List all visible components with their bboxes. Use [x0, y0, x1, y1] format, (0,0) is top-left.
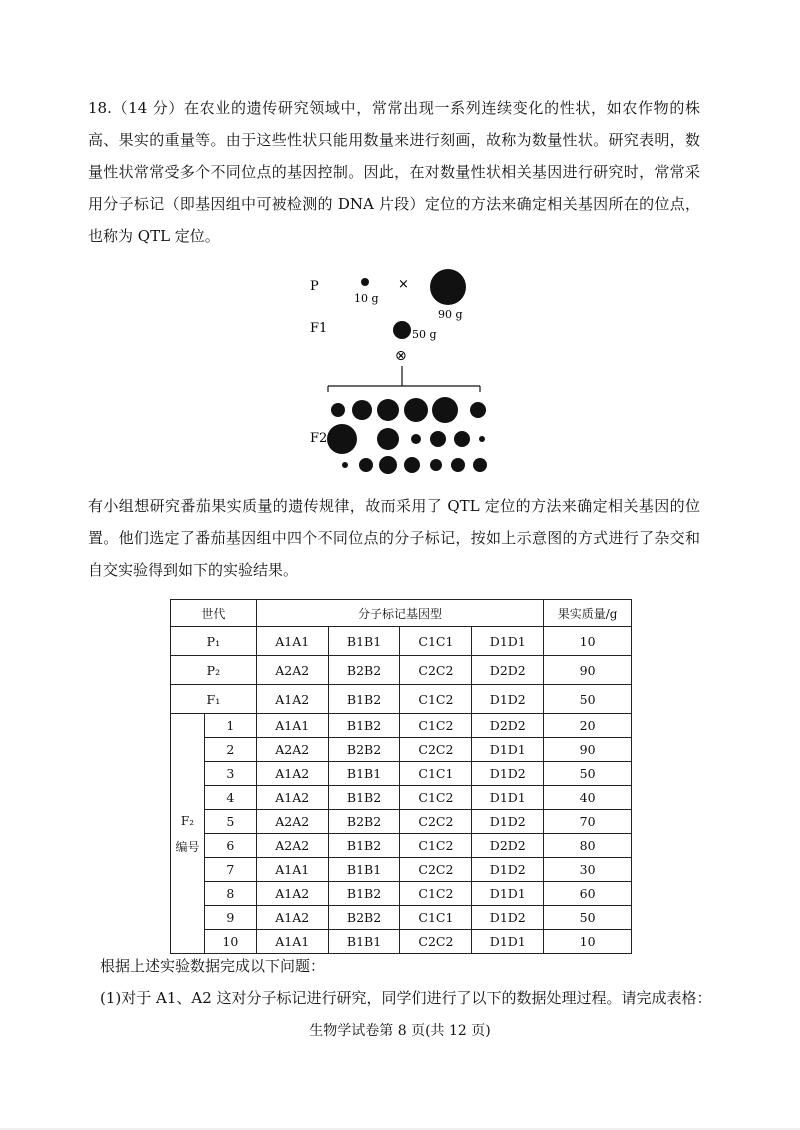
- f2-number-cell: 6: [204, 834, 256, 858]
- genotype-cell: C2C2: [400, 930, 472, 954]
- genotype-cell: C1C2: [400, 834, 472, 858]
- genotype-cell: B1B2: [328, 685, 400, 714]
- p-label: P: [310, 279, 319, 294]
- genotype-cell: A1A1: [256, 858, 328, 882]
- cross-diagram: [300, 262, 510, 482]
- mass-cell: 50: [544, 685, 632, 714]
- large-weight-label: 90 g: [438, 308, 463, 321]
- f2-fruit-icon: [404, 457, 420, 473]
- genotype-cell: A1A1: [256, 930, 328, 954]
- small-fruit-icon: [361, 278, 369, 286]
- genotype-cell: D1D2: [472, 762, 544, 786]
- question-1: (1)对于 A1、A2 这对分子标记进行研究，同学们进行了以下的数据处理过程。请完成表格：: [100, 989, 712, 1007]
- genotype-cell: A1A2: [256, 906, 328, 930]
- header-mass: 果实质量/g: [544, 600, 632, 627]
- genotype-cell: C2C2: [400, 858, 472, 882]
- f2-number-cell: 5: [204, 810, 256, 834]
- genotype-cell: B1B1: [328, 627, 400, 656]
- genotype-cell: B2B2: [328, 810, 400, 834]
- generation-cell: P₂: [171, 656, 257, 685]
- genotype-cell: C1C2: [400, 882, 472, 906]
- genotype-cell: D1D2: [472, 810, 544, 834]
- genotype-cell: B1B1: [328, 858, 400, 882]
- genotype-cell: B2B2: [328, 656, 400, 685]
- mass-cell: 70: [544, 810, 632, 834]
- genotype-cell: B1B2: [328, 834, 400, 858]
- genotype-cell: D1D2: [472, 685, 544, 714]
- table-row: [171, 762, 632, 786]
- table-row: [171, 882, 632, 906]
- mass-cell: 60: [544, 882, 632, 906]
- genotype-cell: D1D1: [472, 786, 544, 810]
- genotype-cell: C2C2: [400, 738, 472, 762]
- f2-number-cell: 9: [204, 906, 256, 930]
- f2-fruit-icon: [327, 424, 357, 454]
- genotype-cell: A1A2: [256, 762, 328, 786]
- f2-fruit-icon: [454, 431, 470, 447]
- genotype-cell: C1C2: [400, 786, 472, 810]
- selfing-symbol: ⊗: [395, 348, 407, 364]
- f2-fruit-icon: [377, 399, 399, 421]
- f2-fruit-icon: [430, 431, 446, 447]
- table-row: [171, 810, 632, 834]
- cross-diagram-svg: [300, 262, 510, 482]
- genotype-cell: D1D1: [472, 882, 544, 906]
- cross-symbol: ×: [398, 277, 409, 292]
- f2-fruit-icon: [479, 436, 485, 442]
- f2-fruit-icon: [331, 403, 345, 417]
- table-row: [171, 906, 632, 930]
- genotype-cell: C1C2: [400, 685, 472, 714]
- table-row: [171, 685, 632, 714]
- f1-label: F1: [310, 321, 328, 336]
- table-row: [171, 714, 632, 738]
- genotype-cell: C2C2: [400, 656, 472, 685]
- genotype-cell: B1B2: [328, 882, 400, 906]
- generation-cell: P₁: [171, 627, 257, 656]
- generation-cell: F₁: [171, 685, 257, 714]
- f2-number-cell: 3: [204, 762, 256, 786]
- genotype-cell: D1D1: [472, 627, 544, 656]
- f2-label-bottom: 编号: [175, 839, 200, 854]
- f2-number-cell: 7: [204, 858, 256, 882]
- mass-cell: 90: [544, 656, 632, 685]
- genotype-cell: B1B1: [328, 930, 400, 954]
- mass-cell: 40: [544, 786, 632, 810]
- header-generation: 世代: [171, 600, 257, 627]
- table-row: [171, 738, 632, 762]
- f2-fruit-icon: [470, 402, 486, 418]
- table-row: [171, 627, 632, 656]
- mass-cell: 30: [544, 858, 632, 882]
- small-weight-label: 10 g: [354, 292, 379, 305]
- mass-cell: 50: [544, 762, 632, 786]
- f2-fruit-icon: [379, 456, 397, 474]
- study-paragraph: 有小组想研究番茄果实质量的遗传规律，故而采用了 QTL 定位的方法来确定相关基因的位置。他们选定了番茄基因组中四个不同位点的分子标记，按如上示意图的方式进行了杂交和自交实验得到如下的实验结果。: [88, 497, 700, 579]
- f2-number-cell: 4: [204, 786, 256, 810]
- f2-group-label: [171, 714, 205, 954]
- genotype-cell: C1C1: [400, 627, 472, 656]
- f2-fruit-icon: [451, 458, 465, 472]
- table-row: [171, 834, 632, 858]
- f2-fruit-icon: [430, 459, 442, 471]
- genotype-cell: B1B2: [328, 786, 400, 810]
- genotype-cell: A2A2: [256, 656, 328, 685]
- mass-cell: 90: [544, 738, 632, 762]
- genotype-cell: A1A2: [256, 786, 328, 810]
- f2-number-cell: 10: [204, 930, 256, 954]
- f2-fruit-icon: [359, 458, 373, 472]
- genotype-cell: B2B2: [328, 906, 400, 930]
- genotype-cell: A2A2: [256, 834, 328, 858]
- genotype-cell: D2D2: [472, 656, 544, 685]
- mass-cell: 10: [544, 930, 632, 954]
- genotype-cell: D2D2: [472, 714, 544, 738]
- f2-number-cell: 1: [204, 714, 256, 738]
- mass-cell: 50: [544, 906, 632, 930]
- f2-fruit-icon: [473, 458, 487, 472]
- page-footer: 生物学试卷第 8 页(共 12 页): [309, 1023, 491, 1039]
- genotype-cell: A1A1: [256, 714, 328, 738]
- mass-cell: 10: [544, 627, 632, 656]
- f1-weight-label: 50 g: [412, 328, 437, 341]
- genotype-cell: D1D1: [472, 738, 544, 762]
- genotype-cell: D1D2: [472, 906, 544, 930]
- f2-fruit-icon: [404, 398, 428, 422]
- genotype-cell: D1D2: [472, 858, 544, 882]
- header-genotype: 分子标记基因型: [256, 600, 543, 627]
- genotype-cell: C1C2: [400, 714, 472, 738]
- genotype-cell: C1C1: [400, 906, 472, 930]
- table-row: [171, 656, 632, 685]
- table-header-row: [171, 600, 632, 627]
- genotype-cell: C1C1: [400, 762, 472, 786]
- f2-fruit-icon: [377, 428, 399, 450]
- genotype-cell: B2B2: [328, 738, 400, 762]
- results-table: [170, 599, 632, 954]
- f2-label: F2: [310, 431, 328, 446]
- genotype-cell: A2A2: [256, 738, 328, 762]
- table-row: [171, 858, 632, 882]
- f2-number-cell: 8: [204, 882, 256, 906]
- mass-cell: 20: [544, 714, 632, 738]
- genotype-cell: D2D2: [472, 834, 544, 858]
- genotype-cell: A1A2: [256, 685, 328, 714]
- genotype-cell: A1A2: [256, 882, 328, 906]
- large-fruit-icon: [430, 269, 466, 305]
- genotype-cell: A2A2: [256, 810, 328, 834]
- f2-number-cell: 2: [204, 738, 256, 762]
- f2-fruit-group: [327, 397, 487, 474]
- question-intro: 18.（14 分）在农业的遗传研究领域中，常常出现一系列连续变化的性状，如农作物的株高、果实的重量等。由于这些性状只能用数量来进行刻画，故称为数量性状。研究表明，数量性状常常受多个不同位点的基因控制。因此，在对数量性状相关基因进行研究时，常常采用分子标记（即基因组中可被检测的 DNA 片段）定位的方法来确定相关基因所在的位点，也称为 QTL 定位。: [88, 99, 700, 245]
- f2-fruit-icon: [342, 462, 348, 468]
- genotype-cell: C2C2: [400, 810, 472, 834]
- f2-fruit-icon: [432, 397, 458, 423]
- genotype-cell: A1A1: [256, 627, 328, 656]
- mass-cell: 80: [544, 834, 632, 858]
- f2-fruit-icon: [411, 434, 421, 444]
- genotype-cell: D1D1: [472, 930, 544, 954]
- genotype-cell: B1B2: [328, 714, 400, 738]
- table-row: [171, 786, 632, 810]
- f1-fruit-icon: [393, 321, 411, 339]
- f2-label-top: F₂: [180, 813, 195, 828]
- prompt-line: 根据上述实验数据完成以下问题：: [100, 957, 326, 975]
- genotype-cell: B1B1: [328, 762, 400, 786]
- f2-fruit-icon: [352, 400, 372, 420]
